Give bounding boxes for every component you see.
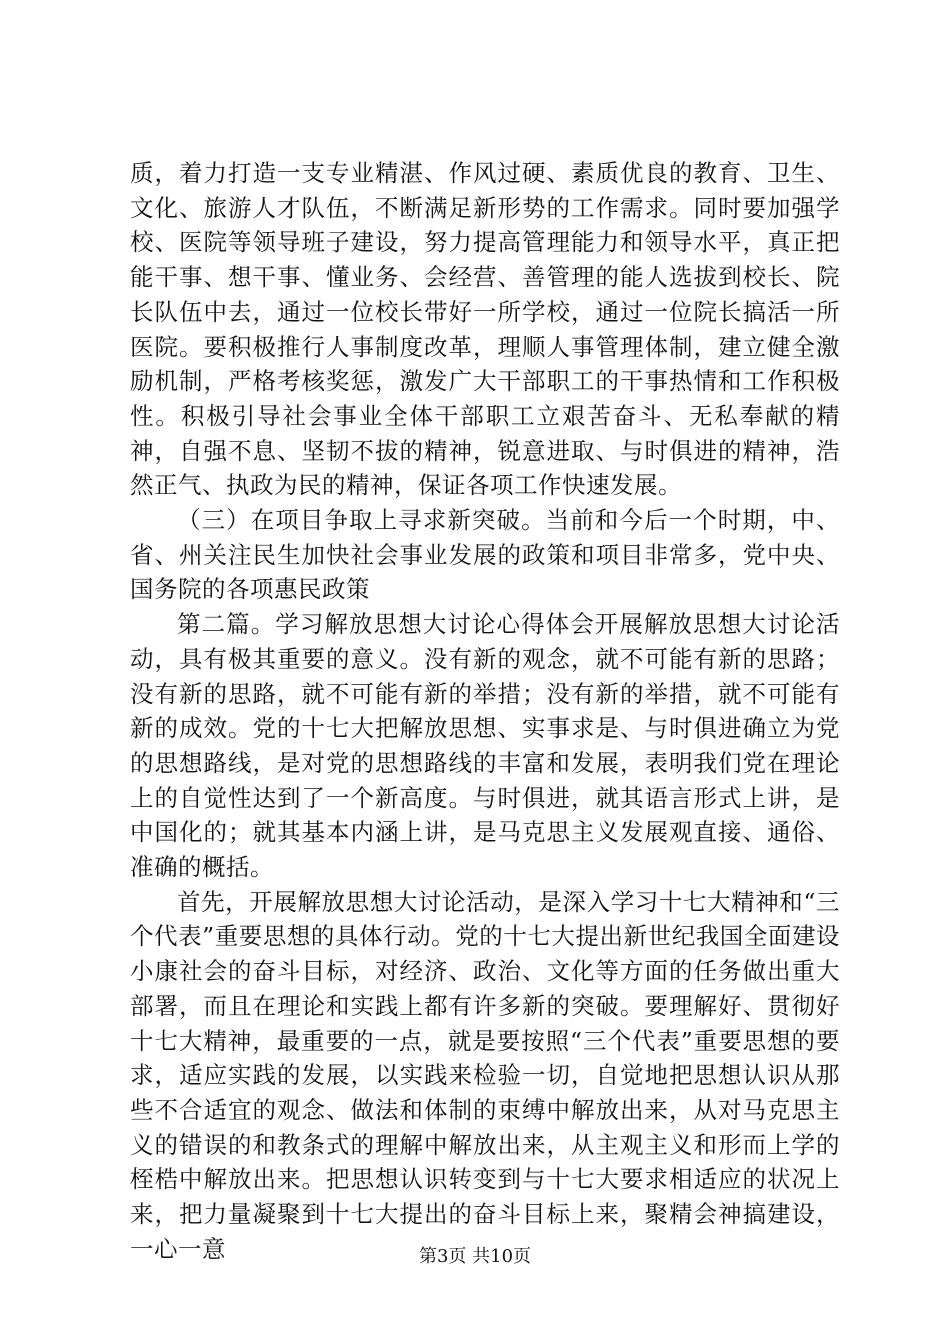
paragraph-first-point: 首先，开展解放思想大讨论活动，是深入学习十七大精神和“三个代表”重要思想的具体行动。党的十七大提出新世纪我国全面建设小康社会的奋斗目标，对经济、政治、文化等方面的任务做出重大部署，而且在理论和实践上都有许多新的突破。要理解好、贯彻好十七大精神，最重要的一点，就是要按照“三个代表”重要思想的要求，适应实践的发展，以实践来检验一切，自觉地把思想认识从那些不合适宜的观念、做法和体制的束缚中解放出来，从对马克思主义的错误的和教条式的理解中解放出来，从主观主义和形而上学的桎梏中解放出来。把思想认识转变到与十七大要求相适应的状况上来，把力量凝聚到十七大提出的奋斗目标上来，聚精会神搞建设，一心一意 — [130, 887, 840, 1263]
paragraph-continuation: 质，着力打造一支专业精湛、作风过硬、素质优良的教育、卫生、文化、旅游人才队伍，不断满足新形势的工作需求。同时要加强学校、医院等领导班子建设，努力提高管理能力和领导水平，真正把能干事、想干事、懂业务、会经营、善管理的能人选拔到校长、院长队伍中去，通过一位校长带好一所学校，通过一位院长搞活一所医院。要积极推行人事制度改革，理顺人事管理体制，建立健全激励机制，严格考核奖惩，激发广大干部职工的干事热情和工作积极性。积极引导社会事业全体干部职工立艰苦奋斗、无私奉献的精神，自强不息、坚韧不拔的精神，锐意进取、与时俱进的精神，浩然正气、执政为民的精神，保证各项工作快速发展。 — [130, 159, 840, 500]
page-number-footer: 第3页 共10页 — [418, 1246, 532, 1267]
paragraph-second-article: 第二篇。学习解放思想大讨论心得体会开展解放思想大讨论活动，具有极其重要的意义。没有新的观念，就不可能有新的思路；没有新的思路，就不可能有新的举措；没有新的举措，就不可能有新的成效。党的十七大把解放思想、实事求是、与时俱进确立为党的思想路线，是对党的思想路线的丰富和发展，表明我们党在理论上的自觉性达到了一个新高度。与时俱进，就其语言形式上讲，是中国化的；就其基本内涵上讲，是马克思主义发展观直接、通俗、准确的概括。 — [130, 610, 840, 882]
document-body — [130, 156, 840, 1267]
paragraph-project-breakthrough: （三）在项目争取上寻求新突破。当前和今后一个时期，中、省、州关注民生加快社会事业发展的政策和项目非常多，党中央、国务院的各项惠民政策 — [130, 506, 840, 604]
